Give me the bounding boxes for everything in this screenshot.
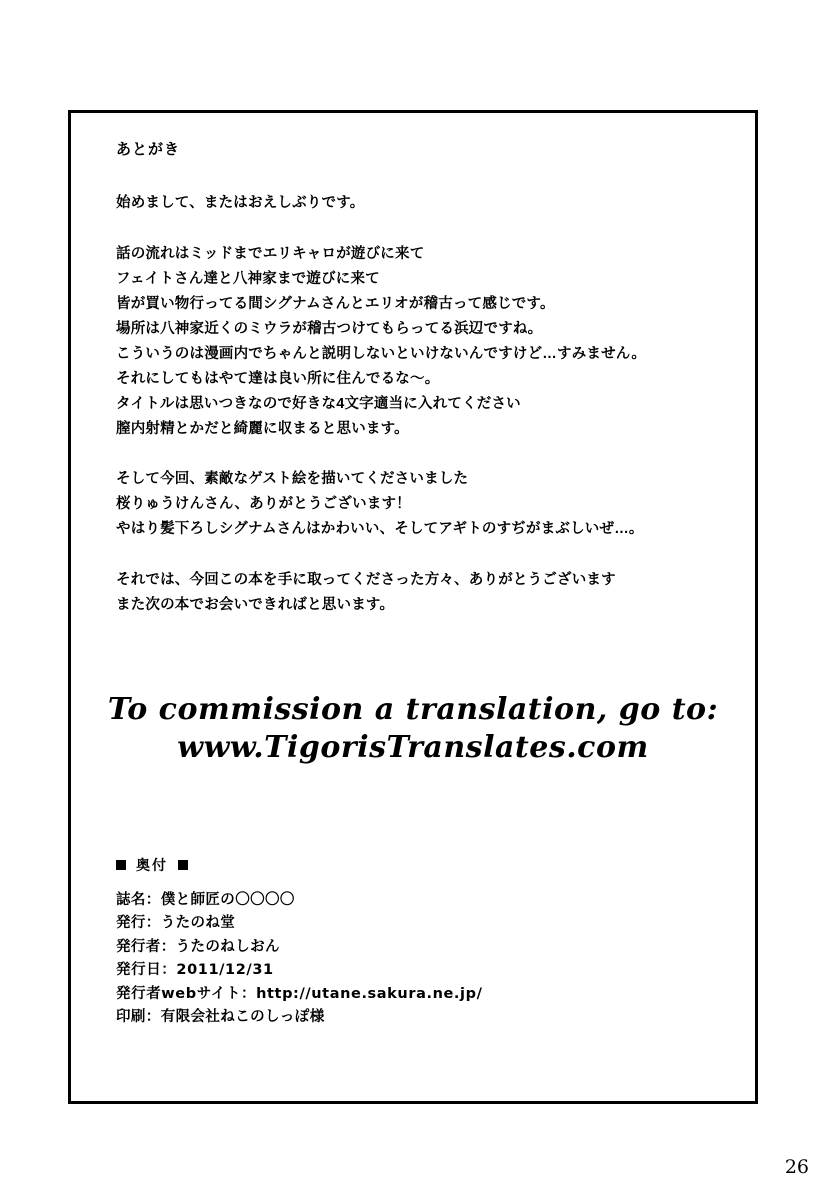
afterword-line: やはり髪下ろしシグナムさんはかわいい、そしてアギトのすぢがまぶしいぜ…。 [116,521,644,538]
colophon-heading-label: 奥付 [136,857,168,873]
afterword-title: あとがき [116,141,181,158]
commission-line-1: To commission a translation, go to: [107,692,719,727]
afterword-line: タイトルは思いつきなので好きな4文字適当に入れてください [116,395,521,412]
commission-banner [71,691,755,766]
afterword-section [116,141,716,618]
colophon-row-website: 発行者webサイト：http://utane.sakura.ne.jp/ [116,985,483,1002]
afterword-paragraph [116,242,716,442]
colophon-heading [116,855,716,875]
afterword-line: 桜りゅうけんさん、ありがとうございます！ [116,496,411,513]
colophon-row-publisher: 発行：うたのね堂 [116,915,236,932]
afterword-line: 皆が買い物行ってる間シグナムさんとエリオが稽古って感じです。 [116,295,555,312]
commission-url: www.TigorisTranslates.com [177,729,649,765]
colophon-row-date: 発行日：2011/12/31 [116,962,274,979]
afterword-line: 場所は八神家近くのミウラが稽古つけてもらってる浜辺ですね。 [116,320,543,337]
afterword-paragraph [116,467,716,542]
afterword-line: 話の流れはミッドまでエリキャロが遊びに来て [116,245,425,262]
afterword-line: それでは、今回この本を手に取ってくださった方々、ありがとうございます [116,572,616,589]
afterword-line: 始めまして、またはおえしぶりです。 [116,195,365,211]
colophon-row-title: 誌名：僕と師匠の〇〇〇〇 [116,892,295,908]
square-bullet-icon [116,860,126,870]
page-number: 26 [784,1156,809,1178]
content-frame [68,110,758,1104]
afterword-line: 膣内射精とかだと綺麗に収まると思います。 [116,420,409,437]
colophon-section [116,855,716,1030]
afterword-line: フェイトさん達と八神家まで遊びに来て [116,270,380,287]
afterword-paragraph [116,568,716,618]
afterword-line: それにしてもはやて達は良い所に住んでるな〜。 [116,370,440,387]
colophon-row-author: 発行者：うたのねしおん [116,938,280,955]
colophon-row-printer: 印刷：有限会社ねこのしっぽ様 [116,1009,325,1026]
afterword-line: こういうのは漫画内でちゃんと説明しないといけないんですけど…すみません。 [116,345,647,362]
square-bullet-icon [178,860,188,870]
afterword-line: また次の本でお会いできればと思います。 [116,597,395,614]
afterword-paragraph [116,191,716,216]
afterword-line: そして今回、素敵なゲスト絵を描いてくださいました [116,471,469,488]
